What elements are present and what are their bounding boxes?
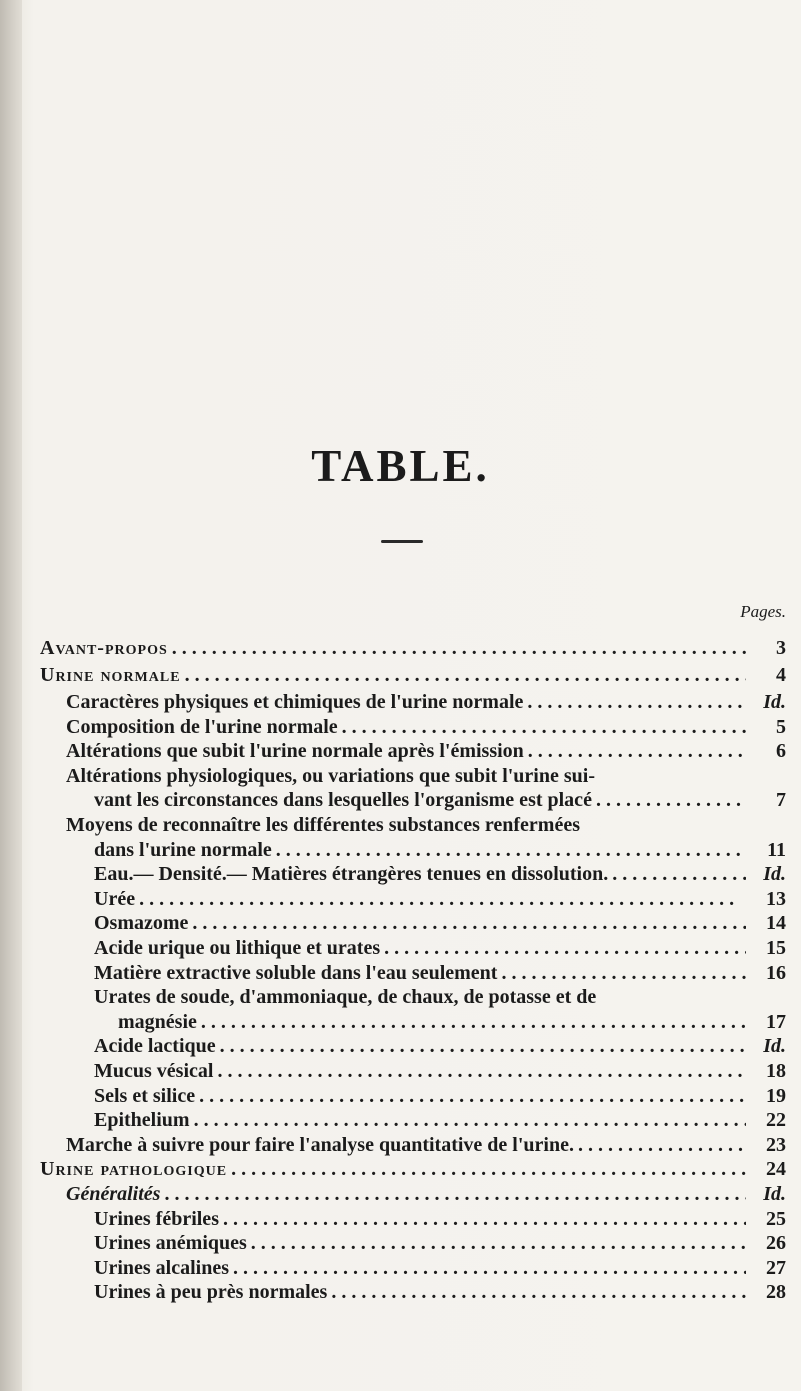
toc-entry-page: 15 — [766, 937, 786, 959]
toc-entry-label: Urée — [94, 887, 136, 910]
page-title: TABLE. — [311, 441, 490, 491]
toc-entry-label: Eau.— Densité.— Matières étrangères tenues en dissolution. — [94, 863, 609, 886]
toc-entry-page: 16 — [766, 961, 786, 984]
toc-entry-label-line1: Urates de soude, d'ammoniaque, de chaux, de potasse et de — [94, 986, 597, 1009]
dot-leader — [227, 1157, 746, 1181]
dot-leader — [523, 690, 746, 714]
toc-entry-label: Matière extractive soluble dans l'eau seulement — [94, 961, 498, 984]
dot-leader — [380, 936, 746, 960]
toc-entry — [66, 739, 786, 763]
dot-leader — [229, 1256, 746, 1280]
dot-leader — [188, 911, 746, 935]
toc-entry-page: 3 — [776, 637, 786, 659]
toc-entry-label: Urines anémiques — [94, 1232, 247, 1255]
toc-entry-page: Id. — [763, 1035, 786, 1058]
toc-entry — [94, 788, 786, 812]
toc-entry-label: Généralités — [66, 1183, 161, 1205]
toc-entry-label: Composition de l'urine normale — [66, 715, 338, 738]
dot-leader — [168, 636, 746, 660]
toc-entry — [94, 1231, 786, 1255]
toc-entry — [94, 887, 786, 911]
toc-entry-page: 14 — [766, 912, 786, 935]
toc-entry-label: Urine normale — [40, 664, 181, 686]
toc-entry — [66, 1182, 786, 1206]
toc-entry — [94, 1108, 786, 1132]
toc-entry-page: 11 — [767, 838, 786, 861]
toc-entry-label-line2: magnésie — [118, 1010, 197, 1033]
toc-entry-page: 17 — [766, 1010, 786, 1033]
toc-entry — [66, 690, 786, 714]
toc-entry-page: 23 — [766, 1133, 786, 1156]
toc-entry-page: 13 — [766, 887, 786, 910]
toc-entry-label-line2: dans l'urine normale — [94, 838, 272, 861]
toc-entry-label: Marche à suivre pour faire l'analyse quantitative de l'urine. — [66, 1133, 574, 1156]
pages-column-header: Pages. — [740, 602, 786, 621]
toc-entry-label: Osmazome — [94, 912, 189, 935]
toc-entry-page: 24 — [766, 1158, 786, 1181]
dot-leader — [160, 1182, 746, 1206]
dot-leader — [219, 1207, 746, 1231]
toc-entry-label: Epithelium — [94, 1109, 190, 1132]
dot-leader — [524, 739, 746, 763]
toc-entry-avant-propos — [40, 636, 786, 660]
toc-entry-page: Id. — [763, 1183, 786, 1205]
toc-entry-page: 28 — [766, 1281, 786, 1304]
toc-entry-page: 6 — [776, 740, 786, 763]
toc-entry-page: 18 — [766, 1060, 786, 1082]
toc-entry-label: Mucus vésical — [94, 1060, 214, 1082]
dot-leader — [574, 1133, 746, 1157]
toc-entry-page: 7 — [776, 789, 786, 812]
toc-entry-page: 4 — [776, 664, 786, 686]
toc-entry — [94, 838, 786, 862]
toc-entry — [94, 1207, 786, 1231]
toc-entry-page: 22 — [766, 1109, 786, 1132]
toc-entry-label: Caractères physiques et chimiques de l'urine normale — [66, 691, 524, 713]
toc-entry-label: Urines fébriles — [94, 1207, 219, 1230]
toc-section-urine-normale — [40, 663, 786, 687]
dot-leader — [190, 1108, 746, 1132]
toc-entry — [66, 715, 786, 739]
toc-entry-label-line1: Moyens de reconnaître les différentes substances renfermées — [66, 814, 580, 836]
toc-entry-label: Urine pathologique — [40, 1158, 228, 1181]
dot-leader — [592, 788, 746, 812]
toc-entry — [94, 1280, 786, 1304]
dot-leader — [338, 715, 746, 739]
toc-entry-page: 26 — [766, 1232, 786, 1255]
toc-entry — [94, 862, 786, 886]
dot-leader — [197, 1010, 746, 1034]
toc-entry-label: Altérations que subit l'urine normale après l'émission — [66, 740, 524, 763]
toc-entry-label: Acide lactique — [94, 1035, 216, 1058]
dot-leader — [327, 1280, 746, 1304]
toc-entry-page: 27 — [766, 1256, 786, 1279]
toc-entry-label: Urines alcalines — [94, 1256, 229, 1279]
dot-leader — [181, 663, 746, 687]
toc-entry — [118, 1010, 786, 1034]
toc-entry — [66, 1133, 786, 1157]
dot-leader — [135, 887, 746, 911]
toc-entry-label: Sels et silice — [94, 1084, 196, 1107]
toc-entry — [94, 936, 786, 960]
dot-leader — [272, 838, 746, 862]
toc-entry-page: 19 — [766, 1084, 786, 1107]
toc-entry-page: 5 — [776, 715, 786, 738]
toc-entry — [94, 1256, 786, 1280]
toc-entry — [94, 911, 786, 935]
toc-entry-label: Urines à peu près normales — [94, 1281, 328, 1304]
toc-entry-page: 25 — [766, 1207, 786, 1230]
toc-entry-label-line2: vant les circonstances dans lesquelles l'organisme est placé — [94, 789, 592, 812]
toc-entry-label: Avant-propos — [40, 637, 168, 659]
toc-entry-page: Id. — [763, 691, 786, 713]
toc-entry-page: Id. — [763, 863, 786, 886]
dot-leader — [497, 961, 746, 985]
dot-leader — [216, 1034, 746, 1058]
toc-entry — [94, 961, 786, 985]
toc-entry — [94, 1084, 786, 1108]
toc-entry-label-line1: Altérations physiologiques, ou variations que subit l'urine sui- — [66, 764, 595, 787]
toc-section-urine-pathologique — [40, 1157, 786, 1181]
toc-entry — [94, 1059, 786, 1083]
dot-leader — [195, 1084, 746, 1108]
toc-entry-label: Acide urique ou lithique et urates — [94, 937, 381, 959]
dot-leader — [213, 1059, 746, 1083]
dot-leader — [608, 862, 746, 886]
dot-leader — [247, 1231, 746, 1255]
toc-entry — [94, 1034, 786, 1058]
